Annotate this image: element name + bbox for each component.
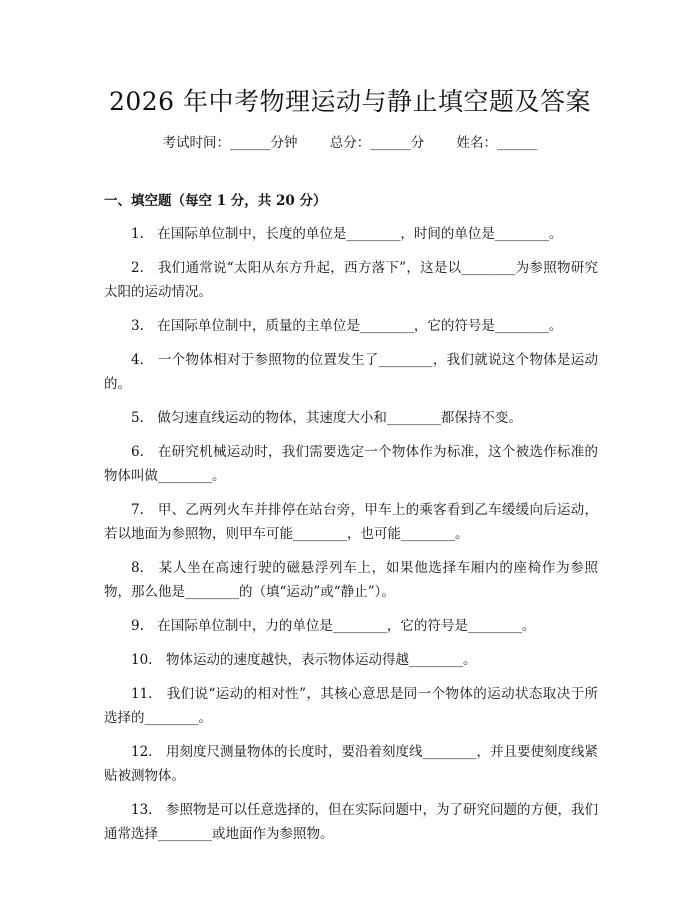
question-item: 5. 做匀速直线运动的物体，其速度大小和________都保持不变。 bbox=[131, 410, 522, 426]
section-title: 一、填空题（每空 1 分，共 20 分） bbox=[104, 193, 327, 209]
question-item: 3. 在国际单位制中，质量的主单位是________，它的符号是________。 bbox=[131, 318, 563, 334]
total-score-field: 总分：______分 bbox=[329, 135, 425, 151]
exam-info-row bbox=[0, 131, 700, 151]
page-title: 2026 年中考物理运动与静止填空题及答案 bbox=[108, 87, 592, 116]
question-item: 10. 物体运动的速度越快，表示物体运动得越________。 bbox=[131, 652, 477, 668]
student-name-field: 姓名：______ bbox=[456, 135, 538, 151]
exam-time-field: 考试时间：______分钟 bbox=[162, 135, 298, 151]
question-item: 2. 我们通常说“太阳从东方升起，西方落下”，这是以________为参照物研究太阳的运动情况。 bbox=[104, 260, 598, 300]
question-item: 7. 甲、乙两列火车并排停在站台旁，甲车上的乘客看到乙车缓缓向后运动，若以地面为参照物，则甲车可能________，也可能________。 bbox=[104, 502, 598, 542]
question-item: 8. 某人坐在高速行驶的磁悬浮列车上，如果他选择车厢内的座椅作为参照物，那么他是________的（填“运动”或“静止”）。 bbox=[104, 560, 598, 600]
question-list bbox=[104, 222, 598, 856]
question-item: 9. 在国际单位制中，力的单位是________，它的符号是________。 bbox=[131, 618, 536, 634]
question-item: 4. 一个物体相对于参照物的位置发生了________，我们就说这个物体是运动的。 bbox=[104, 352, 598, 392]
question-item: 1. 在国际单位制中，长度的单位是________，时间的单位是________。 bbox=[131, 226, 563, 242]
question-item: 6. 在研究机械运动时，我们需要选定一个物体作为标准，这个被选作标准的物体叫做________。 bbox=[104, 444, 598, 484]
question-item: 13. 参照物是可以任意选择的，但在实际问题中，为了研究问题的方便，我们通常选择________或地面作为参照物。 bbox=[104, 802, 598, 842]
question-item: 12. 用刻度尺测量物体的长度时，要沿着刻度线________，并且要使刻度线紧贴被测物体。 bbox=[104, 744, 598, 784]
question-item: 11. 我们说“运动的相对性”，其核心意思是同一个物体的运动状态取决于所选择的________。 bbox=[104, 686, 598, 726]
